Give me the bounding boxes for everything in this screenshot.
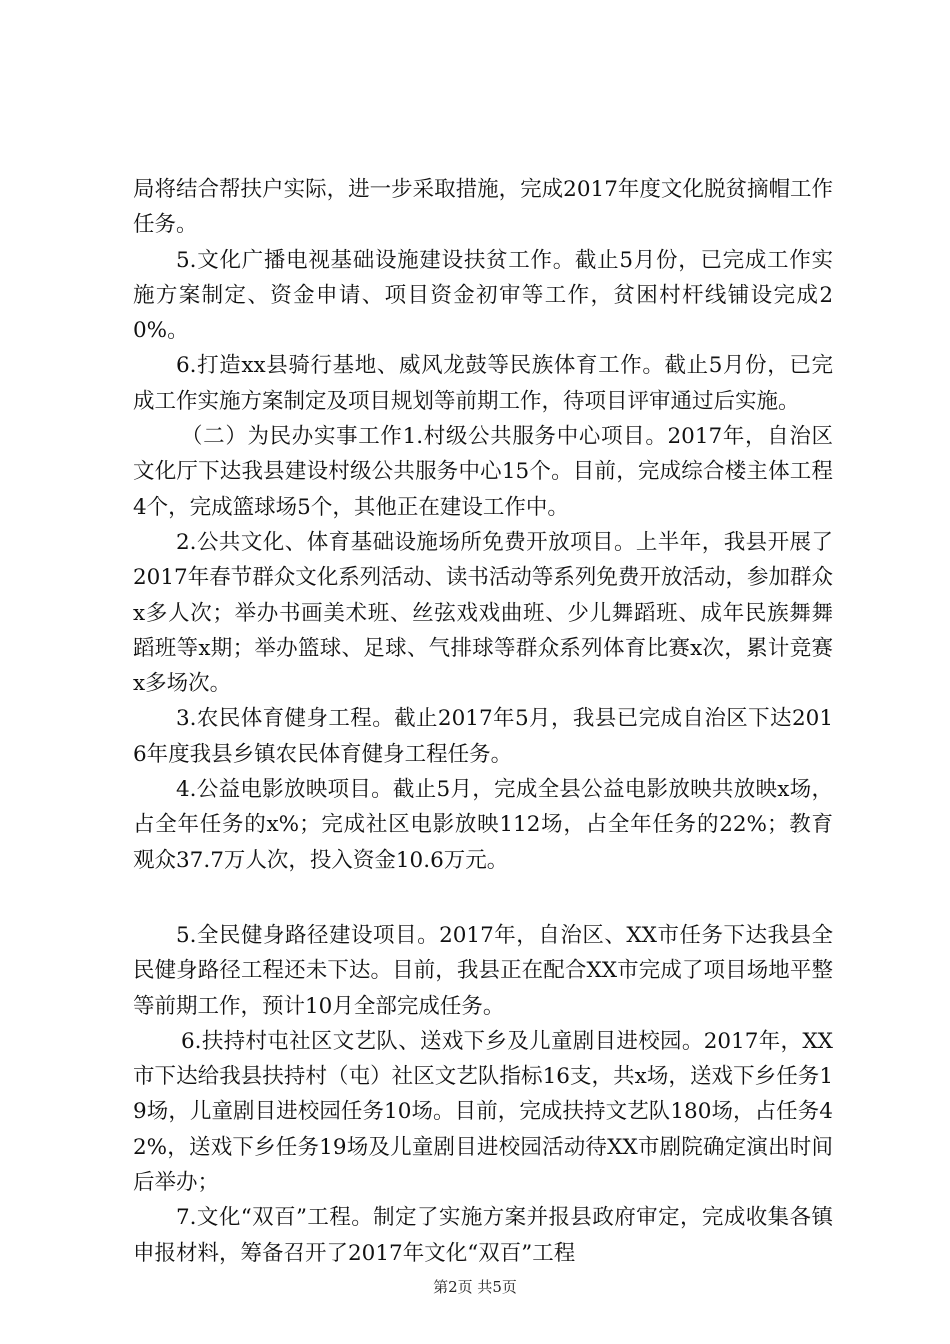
document-body <box>133 172 833 1271</box>
paragraph-item-3-farmer-fitness: 3.农民体育健身工程。截止2017年5月，我县已完成自治区下达2016年度我县乡镇农民体育健身工程任务。 <box>133 706 833 767</box>
paragraph-item-6-art-troupe: 6.扶持村屯社区文艺队、送戏下乡及儿童剧目进校园。2017年，XX市下达给我县扶持村（屯）社区文艺队指标16支，共x场，送戏下乡任务19场，儿童剧目进校园任务10场。目前，完成扶持文艺队180场，占任务42%，送戏下乡任务19场及儿童剧目进校园活动待XX市剧院确定演出时间后举办； <box>133 1028 833 1196</box>
paragraph-item-5-broadcast: 5.文化广播电视基础设施建设扶贫工作。截止5月份，已完成工作实施方案制定、资金申请、项目资金初审等工作，贫困村杆线铺设完成20%。 <box>133 247 833 344</box>
paragraph-item-4-public-film: 4.公益电影放映项目。截止5月，完成全县公益电影放映共放映x场，占全年任务的x%；完成社区电影放映112场，占全年任务的22%；教育观众37.7万人次，投入资金10.6万元。 <box>133 777 833 873</box>
paragraph-section-2-public-service: （二）为民办实事工作1.村级公共服务中心项目。2017年，自治区文化厅下达我县建设村级公共服务中心15个。目前，完成综合楼主体工程4个，完成篮球场5个，其他正在建设工作中。 <box>133 424 833 520</box>
paragraph-item-7-double-hundred: 7.文化“双百”工程。制定了实施方案并报县政府审定，完成收集各镇申报材料，筹备召开了2017年文化“双百”工程 <box>133 1205 833 1266</box>
page-number-footer: 第2页 共5页 <box>433 1278 517 1296</box>
paragraph-item-5-fitness-path: 5.全民健身路径建设项目。2017年，自治区、XX市任务下达我县全民健身路径工程还未下达。目前，我县正在配合XX市完成了项目场地平整等前期工作，预计10月全部完成任务。 <box>133 922 833 1019</box>
paragraph-gap <box>133 878 833 918</box>
paragraph-continuation: 局将结合帮扶户实际，进一步采取措施，完成2017年度文化脱贫摘帽工作任务。 <box>133 177 833 238</box>
paragraph-item-6-sports-base: 6.打造xx县骑行基地、威风龙鼓等民族体育工作。截止5月份，已完成工作实施方案制定及项目规划等前期工作，待项目评审通过后实施。 <box>133 353 833 414</box>
paragraph-item-2-free-opening: 2.公共文化、体育基础设施场所免费开放项目。上半年，我县开展了2017年春节群众文化系列活动、读书活动等系列免费开放活动，参加群众x多人次；举办书画美术班、丝弦戏戏曲班、少儿舞蹈班、成年民族舞舞蹈班等x期；举办篮球、足球、气排球等群众系列体育比赛x次，累计竞赛x多场次。 <box>133 529 833 697</box>
